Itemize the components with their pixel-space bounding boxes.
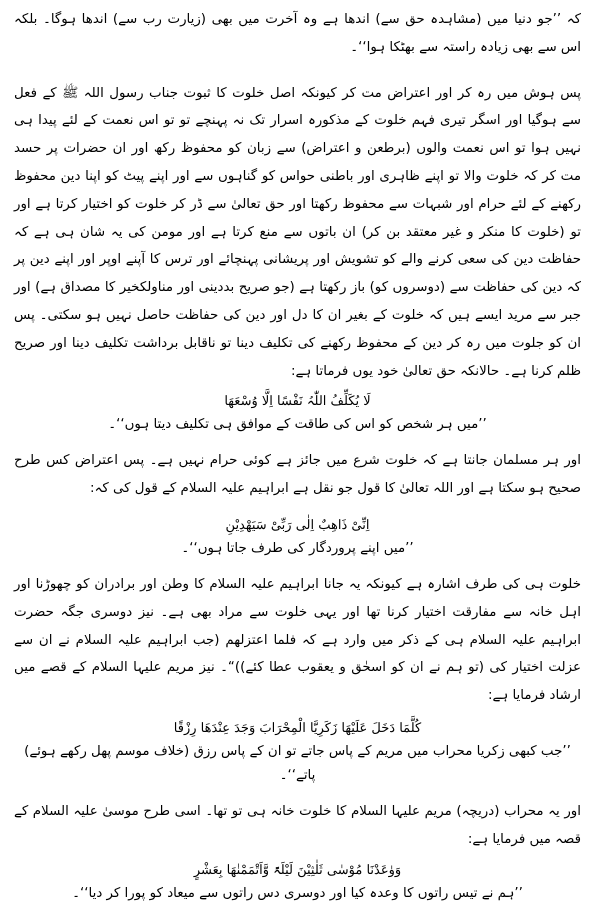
- paragraph: اور یہ محراب (دریچہ) مریم علیہا السلام کا خلوت خانہ ہی تو تھا۔ اسی طرح موسیٰ علیہ السلام کے قصہ میں فرمایا ہے:: [14, 803, 581, 847]
- quran-verse: اِنِّیْ ذَاھِبٌ اِلٰی رَبِّیْ سَیَھْدِیْنِ: [225, 517, 370, 533]
- quran-verse: لَا یُکَلِّفُ اللّٰہُ نَفْسًا اِلَّا وُسْعَھَا: [224, 394, 371, 410]
- paragraph: کہ ’’جو دنیا میں (مشاہدہ حق سے) اندھا ہے وہ آخرت میں بھی (زیارت رب سے) اندھا ہوگا۔ بلکہ اس سے بھی زیادہ راستہ سے بھٹکا ہوا‘‘۔: [14, 12, 581, 55]
- paragraph: خلوت ہی کی طرف اشارہ ہے کیونکہ یہ جانا ابراہیم علیہ السلام کا وطن اور برادران کو چھوڑنا اور اہل خانہ سے مفارقت اختیار کرنا تھا اور یہی خلوت سے مراد بھی ہے۔ نیز دوسری جگہ حضرت ابراہیم علیہ السلام ہی کے ذکر میں وارد ہے کہ فلما اعتزلھم (جب ابراہیم علیہ السلام نے ان سے عزلت اختیار کی (تو ہم نے ان کو اسحٰق و یعقوب عطا کئے))“۔ نیز مریم علیہا السلام کے قصے میں ارشاد فرمایا ہے:: [14, 576, 581, 704]
- quran-verse: کُلَّمَا دَخَلَ عَلَیْھَا زَکَرِیَّا الْمِحْرَابَ وَجَدَ عِنْدَھَا رِزْقًا: [173, 720, 422, 736]
- verse-translation: ’’جب کبھی زکریا محراب میں مریم کے پاس جاتے تو ان کے پاس رزق (خلاف موسم پھل رکھے ہوئے) پاتے‘‘۔: [24, 743, 571, 783]
- paragraph: پس ہوش میں رہ کر اور اعتراض مت کر کیونکہ اصل خلوت کا ثبوت جناب رسول اللہ ﷺ کے فعل سے ہوگیا اور اسگر تیری فہم خلوت کے مذکورہ اسرار تک نہ پہنچے تو تو اس نعمت کے لئے پیدا ہی نہیں ہوا تو اس نعمت والوں (برطعن و اعتراض) سے زبان کو محفوظ رکھ اور ان حضرات پر حسد مت کر کہ خلوت والا تو اپنے ظاہری اور باطنی حواس کو گناہوں سے اور اپنے پیٹ کو اپنا دین محفوظ رکھنے کے لئے حرام اور شبہات سے محفوظ رکھتا اور حق تعالیٰ سے ڈر کر خلوت کو اختیار کرتا ہے اور تو (خلوت کا منکر و غیر معتقد بن کر) ان باتوں سے منع کرتا ہے اور مومن کی یہ شان ہی ہے کہ حفاظت دین کی سعی کرنے والے کو تشویش اور پریشانی پہنچائے اور ترس کا آپنے اوپر اور اپنے دین پر کہ دین کی حفاظت سے (دوسروں کو) باز رکھتا ہے (جو صریح بددینی اور مناولکخیر کا مصداق ہے) اور جبر سے مرید ایسے ہیں کہ خلوت کے بغیر ان کا دل اور دین کی حفاظت حاصل نہیں ہو سکتی۔ پس ان کو جلوت میں رہ کر دین کے محفوظ رکھنے کی تکلیف دینا تو ناقابل برداشت تکلیف دینا اور صریح ظلم کرنا ہے۔ حالانکہ حق تعالیٰ خود یوں فرماتا ہے:: [14, 85, 581, 379]
- quran-verse: وَوٰعَدْنَا مُوْسٰی ثَلٰثِیْنَ لَیْلَۃً وَّاَتْمَمْنٰھَا بِعَشْرٍ: [193, 862, 402, 878]
- verse-translation: ’’میں اپنے پروردگار کی طرف جاتا ہوں‘‘۔: [181, 540, 414, 556]
- paragraph: اور ہر مسلمان جانتا ہے کہ خلوت شرع میں جائز ہے کوئی حرام نہیں ہے۔ پس اعتراض کس طرح صحیح ہو سکتا ہے اور اللہ تعالیٰ کا قول جو نقل ہے ابراہیم علیہ السلام کے قول کی کہ:: [14, 453, 581, 497]
- verse-translation: ’’ہم نے تیس راتوں کا وعدہ کیا اور دوسری دس راتوں سے میعاد کو پورا کر دیا‘‘۔: [72, 885, 523, 901]
- verse-translation: ’’میں ہر شخص کو اس کی طاقت کے موافق ہی تکلیف دیتا ہوں‘‘۔: [108, 417, 487, 433]
